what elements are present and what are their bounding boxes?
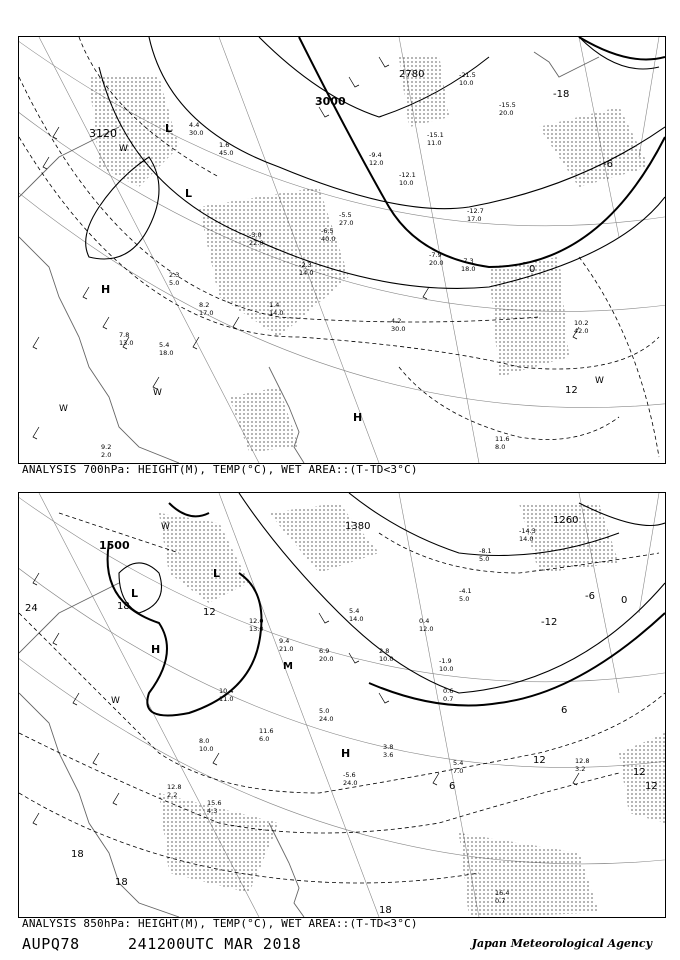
station-plots bbox=[199, 527, 536, 753]
svg-text:14.0: 14.0 bbox=[269, 309, 284, 317]
svg-text:-7.9: -7.9 bbox=[429, 251, 442, 259]
svg-text:8.0: 8.0 bbox=[199, 737, 210, 745]
svg-text:-5.5: -5.5 bbox=[339, 211, 352, 219]
isotherm-label: 12 bbox=[565, 385, 578, 396]
isotherm-label: 6 bbox=[449, 781, 456, 792]
station-value: 15.6 bbox=[207, 799, 222, 807]
warm-center: W bbox=[161, 522, 170, 532]
svg-text:-2.3: -2.3 bbox=[299, 261, 312, 269]
svg-text:10.0: 10.0 bbox=[459, 79, 474, 87]
station-value: 7.0 bbox=[453, 767, 464, 775]
mixed-center: M bbox=[283, 661, 293, 672]
height-label: 3120 bbox=[89, 127, 117, 140]
station-value: 0.7 bbox=[443, 695, 454, 703]
isotherm-label: -12 bbox=[541, 617, 558, 628]
svg-text:-9.4: -9.4 bbox=[369, 151, 382, 159]
svg-text:12.0: 12.0 bbox=[419, 625, 434, 633]
svg-text:-21.5: -21.5 bbox=[459, 71, 476, 79]
station-value: 40.0 bbox=[321, 235, 336, 243]
station-value: 12.8 bbox=[575, 757, 590, 765]
height-label: 1500 bbox=[99, 539, 130, 552]
svg-text:5.0: 5.0 bbox=[169, 279, 180, 287]
svg-text:7.8: 7.8 bbox=[119, 331, 130, 339]
svg-text:11.6: 11.6 bbox=[259, 727, 274, 735]
station-value: 3.6 bbox=[383, 751, 394, 759]
svg-text:14.0: 14.0 bbox=[519, 535, 534, 543]
isotherm-label: 0 bbox=[621, 595, 628, 606]
station-value: -6.5 bbox=[321, 227, 334, 235]
warm-center: W bbox=[153, 388, 162, 398]
low-center: L bbox=[213, 567, 221, 580]
high-center: H bbox=[151, 643, 161, 656]
svg-text:10.4: 10.4 bbox=[219, 687, 234, 695]
station-value: -5.6 bbox=[343, 771, 356, 779]
svg-text:14.0: 14.0 bbox=[299, 269, 314, 277]
svg-text:5.0: 5.0 bbox=[459, 595, 470, 603]
svg-text:10.0: 10.0 bbox=[439, 665, 454, 673]
height-label: 1380 bbox=[345, 521, 371, 532]
low-center: L bbox=[131, 587, 139, 600]
svg-text:17.0: 17.0 bbox=[199, 309, 214, 317]
bulletin-code: AUPQ78 bbox=[22, 935, 80, 953]
svg-text:-3.0: -3.0 bbox=[249, 231, 262, 239]
station-value: 8.0 bbox=[495, 443, 506, 451]
caption-700hpa: ANALYSIS 700hPa: HEIGHT(M), TEMP(°C), WET AREA::(T-TD<3°C) bbox=[22, 463, 418, 476]
station-value: 11.6 bbox=[495, 435, 510, 443]
svg-text:1.4: 1.4 bbox=[269, 301, 280, 309]
station-value: -7.3 bbox=[461, 257, 474, 265]
station-value: 16.4 bbox=[495, 889, 510, 897]
svg-text:12.0: 12.0 bbox=[369, 159, 384, 167]
isotherm-label: -6 bbox=[585, 591, 595, 602]
high-center: H bbox=[341, 747, 351, 760]
svg-text:2.8: 2.8 bbox=[379, 647, 390, 655]
high-center: H bbox=[353, 411, 363, 424]
station-value: 4.3 bbox=[207, 807, 218, 815]
low-center: L bbox=[165, 122, 173, 135]
isotherm-label: 12 bbox=[633, 767, 646, 778]
isotherm-label: 12 bbox=[203, 607, 216, 618]
svg-text:5.4: 5.4 bbox=[349, 607, 360, 615]
height-label: 1260 bbox=[553, 515, 579, 526]
isotherm-label: -18 bbox=[553, 89, 570, 100]
map-700hpa bbox=[19, 37, 665, 463]
svg-text:-15.5: -15.5 bbox=[499, 101, 516, 109]
isotherm-label: 12 bbox=[645, 781, 658, 792]
svg-text:22.0: 22.0 bbox=[249, 239, 264, 247]
svg-text:18.0: 18.0 bbox=[159, 349, 174, 357]
warm-center: W bbox=[111, 696, 120, 706]
svg-text:-1.9: -1.9 bbox=[439, 657, 452, 665]
svg-text:14.0: 14.0 bbox=[349, 615, 364, 623]
caption-850hpa: ANALYSIS 850hPa: HEIGHT(M), TEMP(°C), WET AREA::(T-TD<3°C) bbox=[22, 917, 418, 930]
isotherm-label: 18 bbox=[117, 601, 130, 612]
svg-text:45.0: 45.0 bbox=[219, 149, 234, 157]
svg-text:-12.1: -12.1 bbox=[399, 171, 416, 179]
svg-text:-8.1: -8.1 bbox=[479, 547, 492, 555]
svg-text:-14.3: -14.3 bbox=[519, 527, 536, 535]
analysis-time: 241200UTC MAR 2018 bbox=[128, 935, 302, 953]
station-value: 24.0 bbox=[343, 779, 358, 787]
svg-text:20.0: 20.0 bbox=[429, 259, 444, 267]
station-value: 0.6 bbox=[443, 687, 454, 695]
station-value: 42.0 bbox=[574, 327, 589, 335]
svg-text:9.4: 9.4 bbox=[279, 637, 290, 645]
station-value: -15.1 bbox=[427, 131, 444, 139]
svg-text:10.0: 10.0 bbox=[379, 655, 394, 663]
isotherm-label: -6 bbox=[603, 159, 613, 170]
svg-text:27.0: 27.0 bbox=[339, 219, 354, 227]
svg-text:20.0: 20.0 bbox=[499, 109, 514, 117]
isotherm-label: 24 bbox=[25, 603, 38, 614]
svg-text:30.0: 30.0 bbox=[189, 129, 204, 137]
svg-text:10.0: 10.0 bbox=[199, 745, 214, 753]
station-value: 5.4 bbox=[453, 759, 464, 767]
svg-text:4.4: 4.4 bbox=[189, 121, 200, 129]
station-value: 18.0 bbox=[461, 265, 476, 273]
station-value: 0.7 bbox=[495, 897, 506, 905]
agency-name: Japan Meteorological Agency bbox=[471, 937, 652, 950]
svg-text:13.0: 13.0 bbox=[249, 625, 264, 633]
station-value: 3.8 bbox=[383, 743, 394, 751]
map-panel-700hpa bbox=[18, 36, 666, 464]
station-value: 12.8 bbox=[167, 783, 182, 791]
high-center: H bbox=[101, 283, 111, 296]
map-850hpa bbox=[19, 493, 665, 917]
station-value: 4.2 bbox=[391, 317, 402, 325]
svg-text:20.0: 20.0 bbox=[319, 655, 334, 663]
isotherm-label: 18 bbox=[71, 849, 84, 860]
svg-text:-4.1: -4.1 bbox=[459, 587, 472, 595]
svg-text:5.4: 5.4 bbox=[159, 341, 170, 349]
svg-text:5.0: 5.0 bbox=[479, 555, 490, 563]
isotherm-label: 12 bbox=[533, 755, 546, 766]
station-value: 2.0 bbox=[101, 451, 112, 459]
station-value: 30.0 bbox=[391, 325, 406, 333]
warm-center: W bbox=[119, 144, 128, 154]
svg-text:6.9: 6.9 bbox=[319, 647, 330, 655]
station-value: 10.2 bbox=[574, 319, 589, 327]
isotherm-label: 6 bbox=[561, 705, 568, 716]
station-value: 3.2 bbox=[575, 765, 586, 773]
isotherm-label: 18 bbox=[379, 905, 392, 916]
svg-text:21.0: 21.0 bbox=[279, 645, 294, 653]
isotherm-label: 0 bbox=[529, 264, 536, 275]
svg-text:11.0: 11.0 bbox=[219, 695, 234, 703]
station-value: 11.0 bbox=[427, 139, 442, 147]
station-value: 9.2 bbox=[101, 443, 112, 451]
svg-text:8.2: 8.2 bbox=[199, 301, 210, 309]
svg-text:12.0: 12.0 bbox=[249, 617, 264, 625]
svg-text:6.0: 6.0 bbox=[259, 735, 270, 743]
isotherm-label: 18 bbox=[115, 877, 128, 888]
svg-text:13.0: 13.0 bbox=[119, 339, 134, 347]
svg-text:1.6: 1.6 bbox=[219, 141, 230, 149]
svg-text:10.0: 10.0 bbox=[399, 179, 414, 187]
low-center: L bbox=[185, 187, 193, 200]
warm-center: W bbox=[59, 404, 68, 414]
height-label: 2780 bbox=[399, 69, 425, 80]
map-panel-850hpa bbox=[18, 492, 666, 918]
station-value: 17.0 bbox=[467, 215, 482, 223]
svg-text:24.0: 24.0 bbox=[319, 715, 334, 723]
station-value: -12.7 bbox=[467, 207, 484, 215]
station-value: 2.2 bbox=[167, 791, 178, 799]
height-label: 3000 bbox=[315, 95, 346, 108]
svg-text:0.4: 0.4 bbox=[419, 617, 430, 625]
wet-areas bbox=[159, 503, 665, 917]
warm-center: W bbox=[595, 376, 604, 386]
svg-text:2.3: 2.3 bbox=[169, 271, 180, 279]
svg-text:5.0: 5.0 bbox=[319, 707, 330, 715]
